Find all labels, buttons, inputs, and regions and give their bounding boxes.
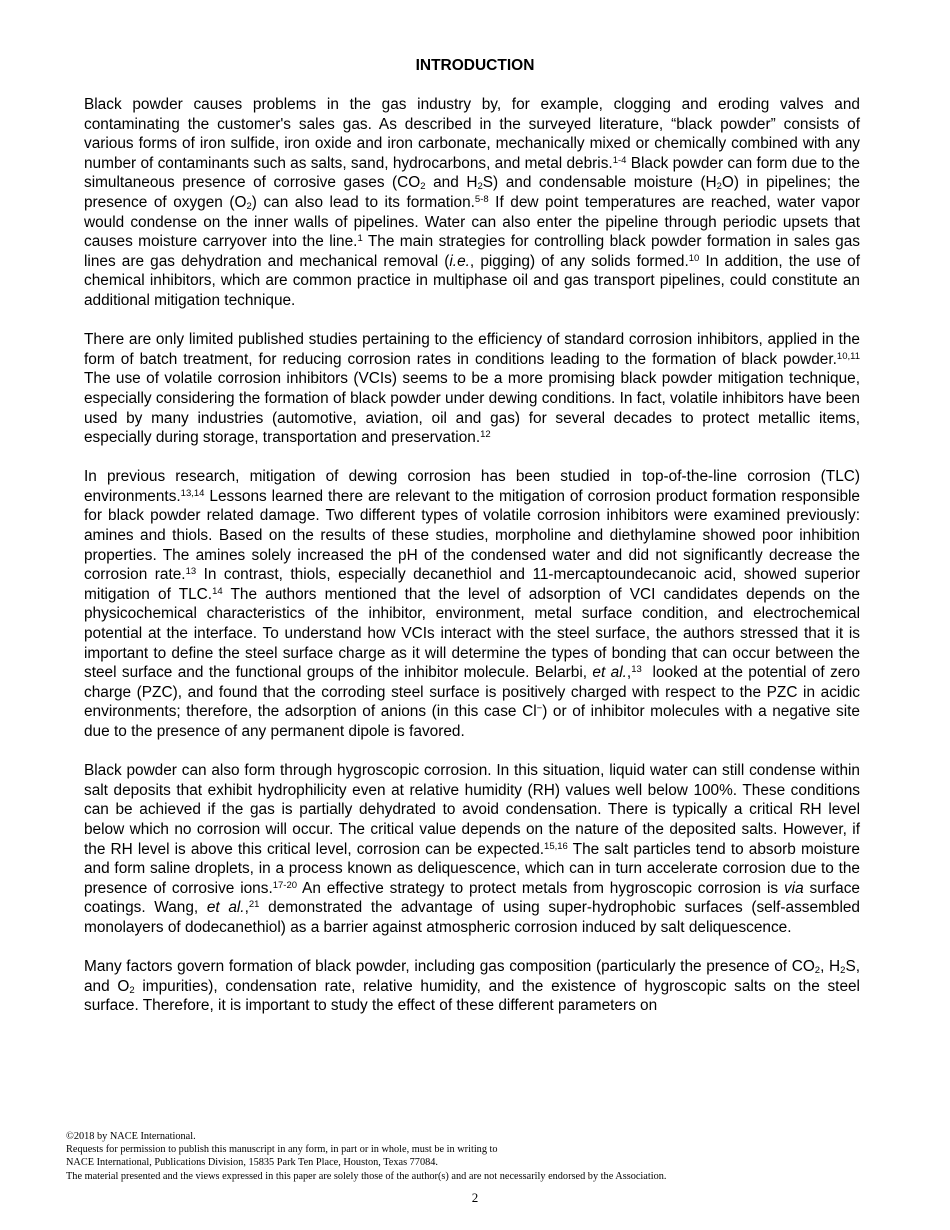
permission-notice: Requests for permission to publish this manuscript in any form, in part or in whole, must be in writing to: [66, 1144, 498, 1156]
paragraph-3: In previous research, mitigation of dewing corrosion has been studied in top-of-the-line corrosion (TLC) environments.$^{13,14}$ Lessons learned there are relevant to the mitigation of corrosion product formation responsible for black powder related damage. Two different types of volatile corrosion inhibitors were examined previously: amines and thiols. Based on the results of these studies, morpholine and diethylamine showed poor inhibition properties. The amines solely increased the pH of the condensed water and did not significantly decrease the corrosion rate.$^{13}$ In contrast, thiols, especially decanethiol and 11-mercaptoundecanoic acid, showed superior mitigation of TLC.$^{14}$ The authors mentioned that the level of adsorption of VCI candidates depends on the physicochemical characteristics of the inhibitor, environment, metal surface condition, and electrochemical potential at the interface. To understand how VCIs interact with the steel surface, the authors stressed that it is important to define the steel surface charge as it will determine the types of bonding that can occur between the steel surface and the functional groups of the inhibitor molecule. Belarbi, et al.,$^{13}$ looked at the potential of zero charge (PZC), and found that the corroding steel surface is positively charged with respect to the PZC in acidic environments; therefore, the adsorption of anions (in this case Cl−) or of inhibitor molecules with a negative site due to the presence of any permanent dipole is favored.: [84, 468, 861, 740]
page-footer: [66, 1130, 906, 1183]
paragraph-1: Black powder causes problems in the gas industry by, for example, clogging and eroding valves and contaminating the customer's sales gas. As described in the surveyed literature, “black powder” consists of various forms of iron sulfide, iron oxide and iron carbonate, mechanically mixed or chemically combined with any number of contaminants such as salts, sand, hydrocarbons, and metal debris.$^{1-4}$ Black powder can form due to the simultaneous presence of corrosive gases ($CO_2$ and $H_2S$) and condensable moisture $(H_2O)$ in pipelines; the presence of oxygen $(O_2)$ can also lead to its formation.$^{5-8}$ If dew point temperatures are reached, water vapor would condense on the inner walls of pipelines. Water can also enter the pipeline through periodic upsets that causes moisture carryover into the line.$^1$ The main strategies for controlling black powder formation in sales gas lines are gas dehydration and mechanical removal (i.e., pigging) of any solids formed.$^{10}$ In addition, the use of chemical inhibitors, which are common practice in multiphase oil and gas transport pipelines, could constitute an additional mitigation technique.: [84, 96, 861, 309]
section-heading: INTRODUCTION: [415, 57, 535, 74]
paragraph-4: Black powder can also form through hygroscopic corrosion. In this situation, liquid water can still condense within salt deposits that exhibit hydrophilicity even at relative humidity (RH) values well below 100%. These conditions can be achieved if the gas is partially dehydrated to avoid condensation. There is typically a critical RH level below which no corrosion will occur. The critical value depends on the nature of the deposited salts. However, if the RH level is above this critical level, corrosion can be expected.$^{15,16}$ The salt particles tend to absorb moisture and form saline droplets, in a process known as deliquescence, which can in turn accelerate corrosion due to the presence of corrosive ions.$^{17-20}$ An effective strategy to protect metals from hygroscopic corrosion is via surface coatings. Wang, et al.,$^{21}$ demonstrated the advantage of using super-hydrophobic surfaces (self-assembled monolayers of dodecanethiol) as a barrier against atmospheric corrosion induced by salt deliquescence.: [84, 762, 860, 936]
publisher-address: NACE International, Publications Division, 15835 Park Ten Place, Houston, Texas 77084.: [66, 1157, 438, 1169]
page-number: 2: [471, 1190, 479, 1205]
copyright-notice: ©2018 by NACE International.: [66, 1131, 196, 1142]
body-text: [84, 95, 860, 1036]
paragraph-2: There are only limited published studies pertaining to the efficiency of standard corrosion inhibitors, applied in the form of batch treatment, for reducing corrosion rates in conditions leading to the formation of black powder.$^{10,11}$ The use of volatile corrosion inhibitors (VCIs) seems to be a more promising black powder mitigation technique, especially considering the formation of black powder under dewing conditions. In fact, volatile inhibitors have been used by many industries (automotive, aviation, oil and gas) for several decades to protect metallic items, especially during storage, transportation and preservation.$^{12}$: [84, 331, 860, 447]
paragraph-5: Many factors govern formation of black powder, including gas composition (particularly the presence of $CO_2$, $H_2S$, and $O_2$ impurities), condensation rate, relative humidity, and the existence of hygroscopic salts on the steel surface. Therefore, it is important to study the effect of these different parameters on: [84, 958, 860, 1015]
disclaimer: The material presented and the views expressed in this paper are solely those of the author(s) and are not necessarily endorsed by the Association.: [66, 1170, 667, 1182]
